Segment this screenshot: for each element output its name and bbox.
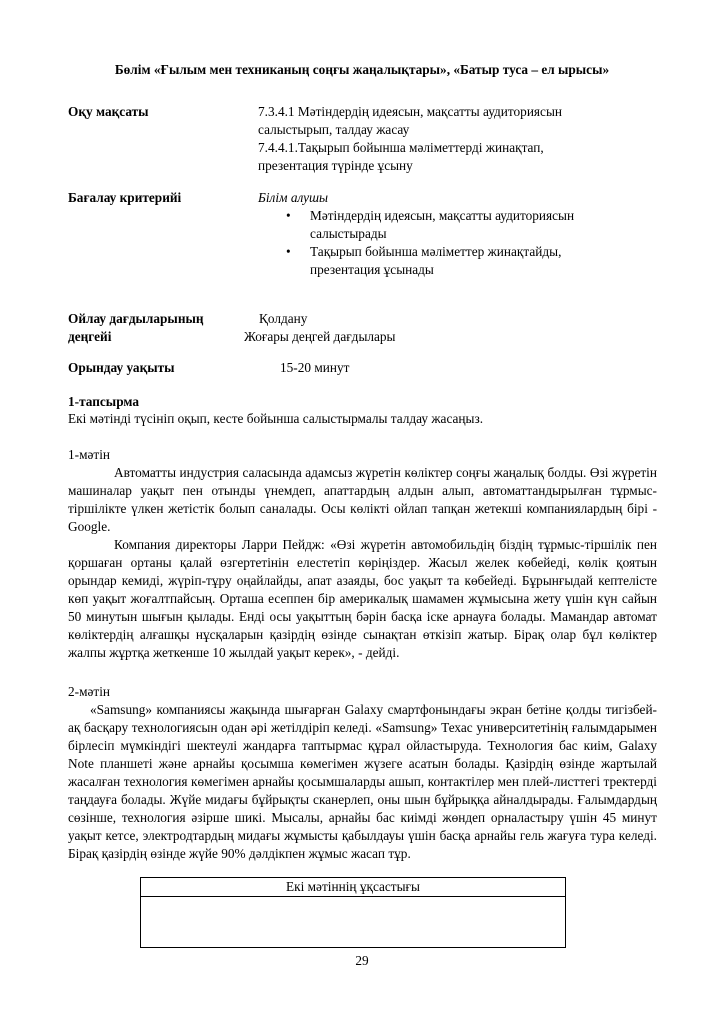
thinking-value-2: Жоғары деңгей дағдылары: [244, 329, 396, 344]
criteria-item: [280, 243, 628, 279]
text1-paragraph: Автоматты индустрия саласында адамсыз жүретін көліктер соңғы жаңалық болды. Өзі жүретін машиналар уақыт пен отынды үнемдеп, апаттардың алдын алып, автоматтандырылған тұрмыс-тіршілікте үлкен жетістік болып саналады. Осы көлікті ойлап тапқан жетекші компаниялардың бірі - Google.: [68, 465, 657, 534]
criteria-intro: Білім алушы: [258, 190, 329, 205]
objectives-text: [258, 103, 628, 175]
text1-title: 1-мәтін: [68, 447, 111, 462]
text2-body: «Samsung» компаниясы жақында шығарған Galaxy смартфонындағы экран бетіне қолды тигізбей-ақ басқару технологиясын одан әрі жетілдіріп келеді. «Samsung» Техас университетінің ғалымдарымен бірлесіп мүмкіндігі шектеулі жандарға таптырмас құрал ойластыруда. Технология бас киім, Galaxy Note планшеті және арнайы қосымша көмегімен жүзеге асатын болады. Қазірдің өзінде жартылай жасалған технология көмегімен арнайы қосымшаларды ашып, контактілер мен плей-листтегі тректерді таңдауға болады. Жүйе мидағы бұйрықты сканерлеп, оны шын бұйрыққа айналдырады. Ғалымдардың сөзінше, технология әзірше шикі. Мысалы, арнайы бас киімді жөндеп орналастыру үшін 45 минут уақыт кетсе, электродтардың мидағы жұмысты қабылдауы үшін басқа арнайы гель жағуға тура келеді. Бірақ қазірдің өзінде жүйе 90% дәлдікпен жұмыс жасап тұр.: [68, 702, 657, 861]
criteria-block: [258, 189, 628, 279]
criteria-item-line: • Тақырып бойынша мәліметтер жинақтайды,: [310, 244, 562, 259]
criteria-item-line: презентация ұсынады: [310, 262, 434, 277]
criteria-list: [280, 207, 628, 279]
similarity-table-header: Екі мәтіннің ұқсастығы: [141, 878, 566, 897]
criteria-item: [280, 207, 628, 243]
similarity-table-cell[interactable]: [141, 897, 566, 948]
thinking-value-1: Қолдану: [259, 311, 308, 326]
page-number: 29: [355, 953, 369, 968]
criteria-item-line: салыстырады: [310, 226, 387, 241]
objectives-label: Оқу мақсаты: [68, 104, 149, 119]
objectives-line: 7.3.4.1 Мәтіндердің идеясын, мақсатты аудиториясын: [258, 104, 562, 119]
task-instruction: Екі мәтінді түсініп оқып, кесте бойынша салыстырмалы талдау жасаңыз.: [68, 411, 484, 426]
thinking-label: [68, 310, 204, 346]
section-title: Бөлім «Ғылым мен техниканың соңғы жаңалықтары», «Батыр туса – ел ырысы»: [114, 62, 610, 77]
text2-title: 2-мәтін: [68, 684, 111, 699]
objectives-line: презентация түрінде ұсыну: [258, 158, 413, 173]
task-title: 1-тапсырма: [68, 394, 139, 409]
thinking-label-line: Ойлау дағдыларының: [68, 311, 204, 326]
thinking-label-line: деңгейі: [68, 329, 112, 344]
objectives-line: 7.4.4.1.Тақырып бойынша мәліметтерді жинақтап,: [258, 140, 544, 155]
similarity-table: [140, 877, 566, 948]
time-label: Орындау уақыты: [68, 360, 175, 375]
criteria-label: Бағалау критерийі: [68, 190, 182, 205]
criteria-item-line: • Мәтіндердің идеясын, мақсатты аудиториясын: [310, 208, 575, 223]
objectives-line: салыстырып, талдау жасау: [258, 122, 410, 137]
text1-body: [68, 464, 657, 662]
time-value: 15-20 минут: [280, 360, 350, 375]
text1-paragraph: Компания директоры Ларри Пейдж: «Өзі жүретін автомобильдің біздің тұрмыс-тіршілік пен қоршаған ортаны қалай өзгертетінін елестетіп көріңіздер. Жасыл желек көбейеді, көлік қоятын орындар кемиді, жүріп-тұру оңайлайды, апат азаяды, бос уақыт та көбейеді. Бұрынғыдай кептелісте көп уақыт жоғалтпайсың. Орташа есеппен бір америкалық шамамен жұмысына жету үшін күн сайын 50 минутын шығын қылады. Енді осы уақыттың бәрін басқа іске арнауға болады. Мамандар автомат көліктердің алғашқы нұсқаларын қазірдің өзінде сынақтан өткізіп жатыр. Бірақ олар бұл көліктер жалпы жұртқа жеткенше 10 жылдай уақыт керек», - дейді.: [68, 537, 657, 660]
